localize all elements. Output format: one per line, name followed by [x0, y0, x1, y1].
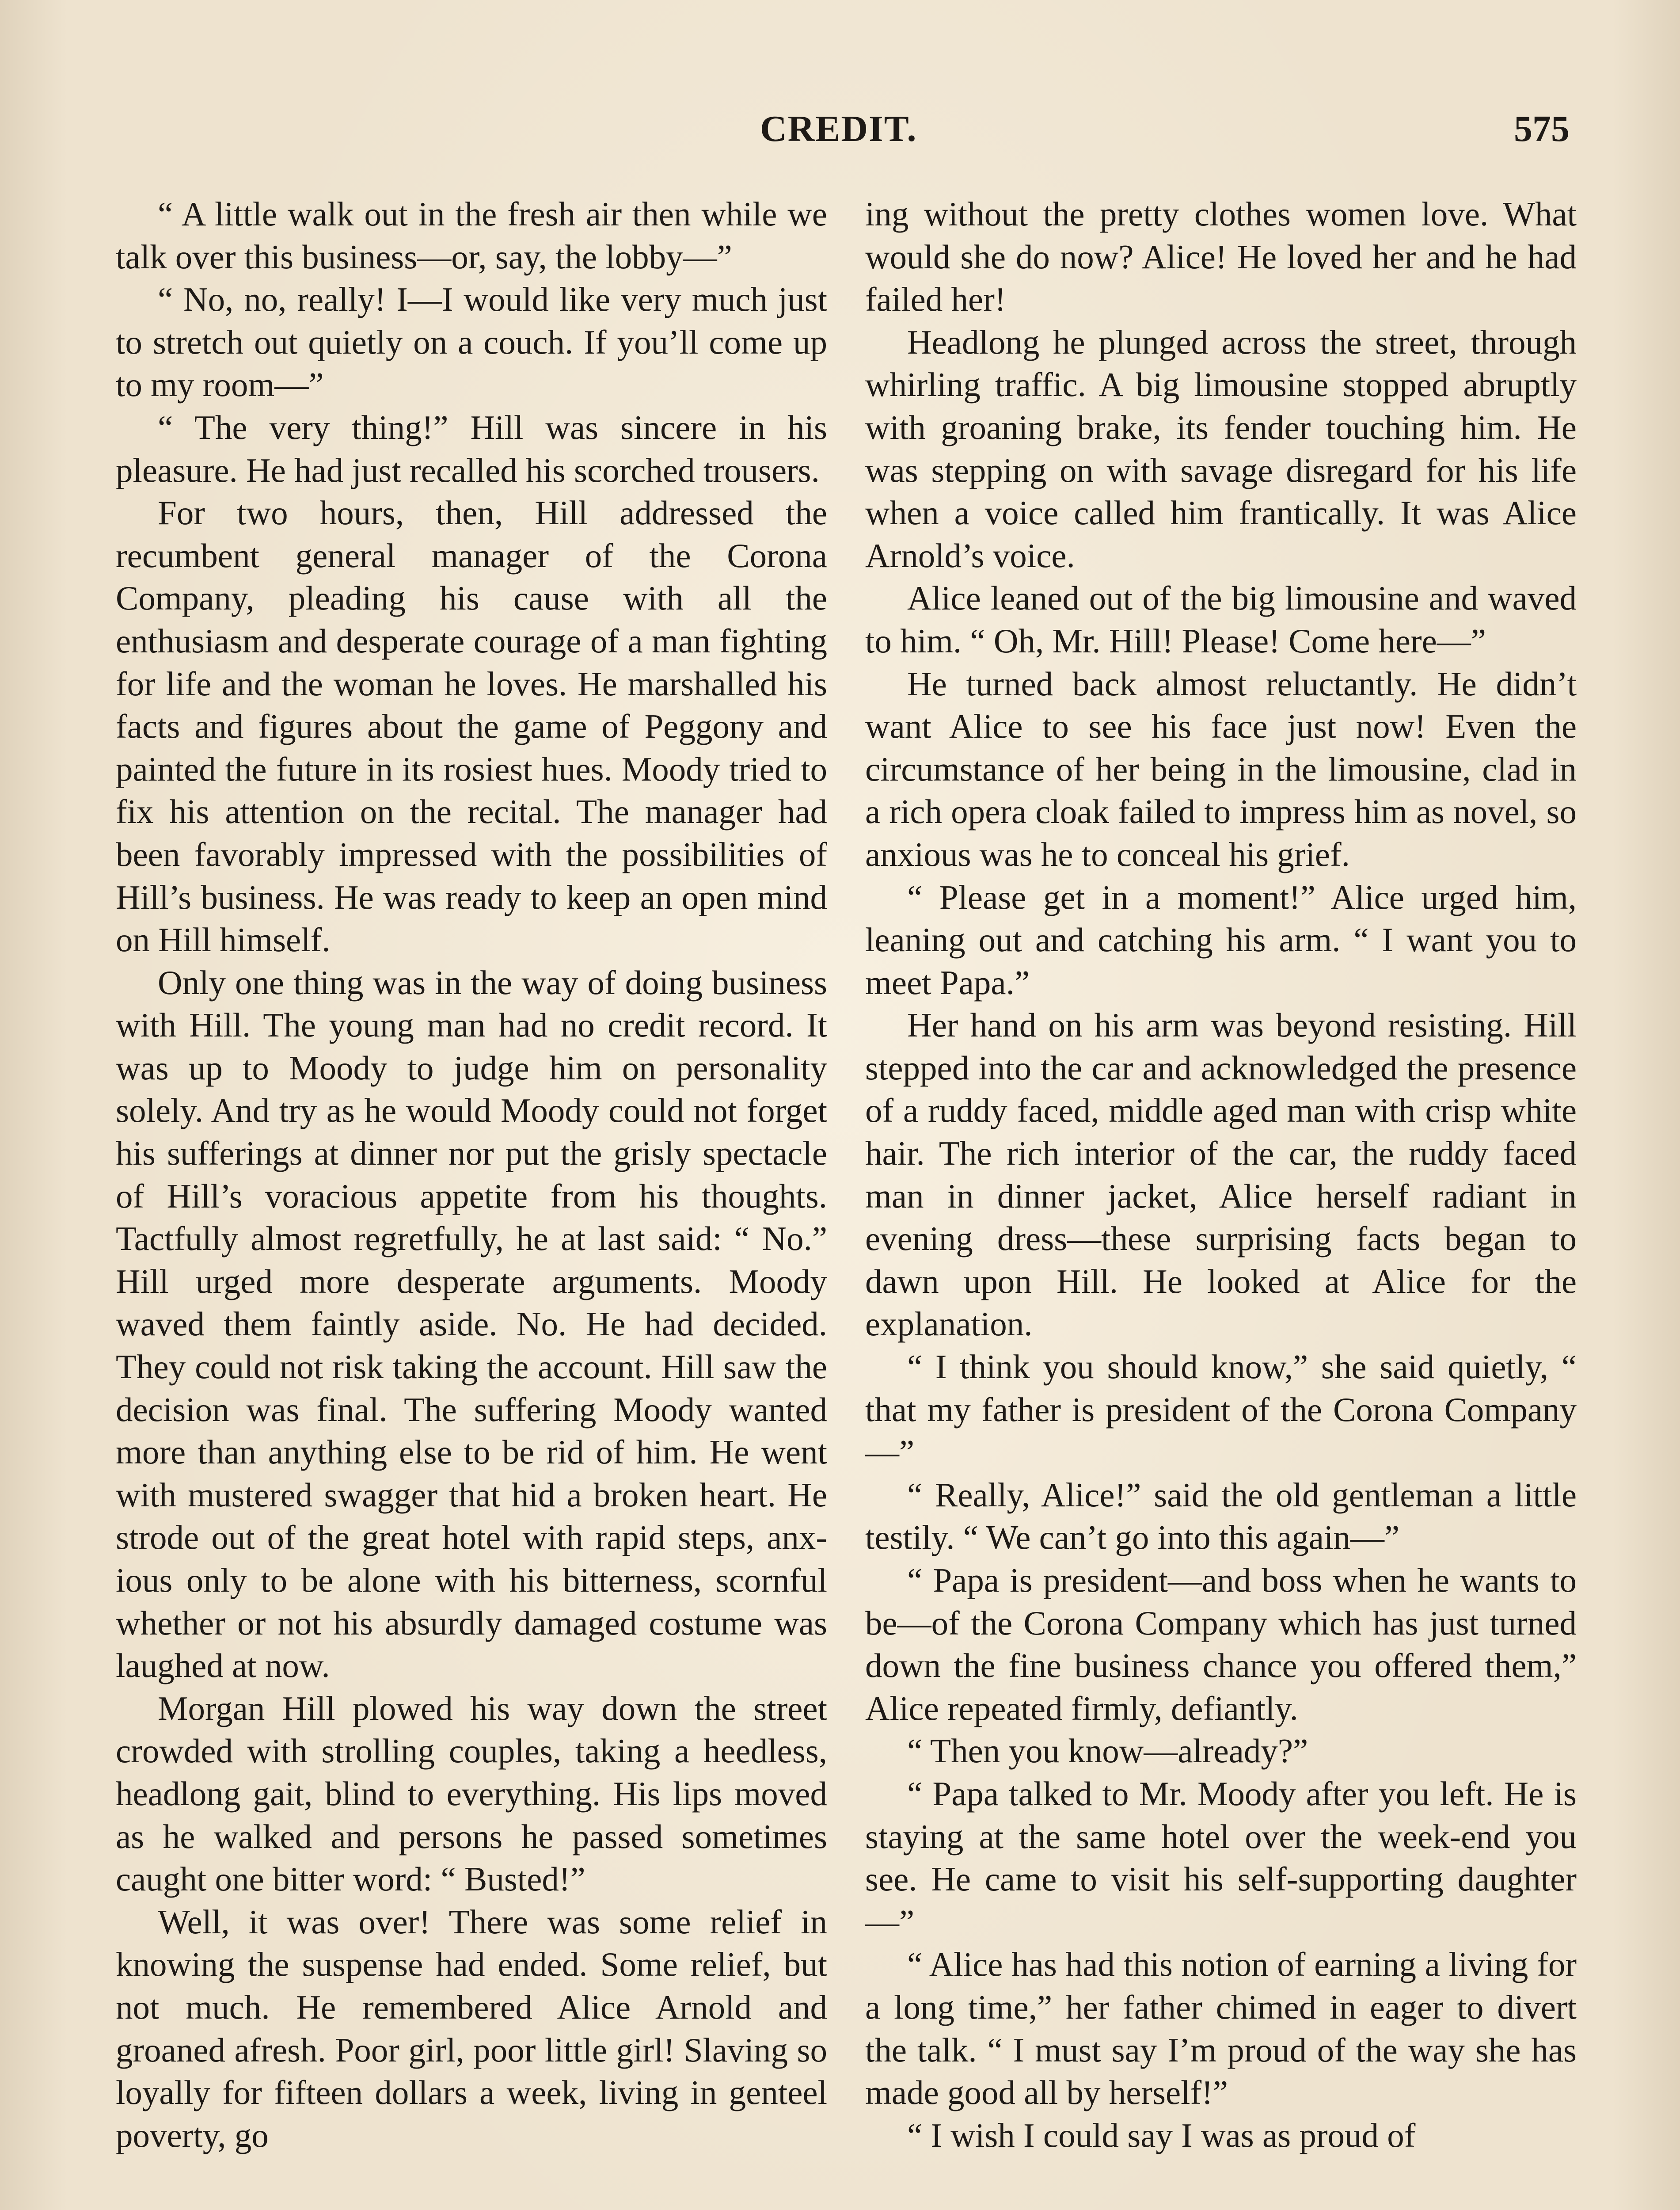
- paragraph: “ Alice has had this notion of earning a living for a long time,” her father chimed in eager to divert the talk. “ I must say I’m proud of the way she has made good all by herself!”: [865, 1945, 1577, 2112]
- paragraph: “ I wish I could say I was as proud of: [907, 2116, 1416, 2154]
- paragraph: “ Papa is president—and boss when he wants to be—of the Corona Company which has just turned down the fine business chance you offered them,” Alice repeated firmly, defiantly.: [865, 1561, 1577, 1727]
- paragraph: “ Papa talked to Mr. Moody after you left. He is staying at the same hotel over the week-end you see. He came to visit his self-supporting daughter—”: [865, 1774, 1577, 1941]
- paragraph: Only one thing was in the way of doing business with Hill. The young man had no credit record. It was up to Moody to judge him on personality solely. And try as he would Moody could not forget his sufferings at dinner nor put the grisly spectacle of Hill’s voracious appetite from his thoughts. Tactfully almost regretfully, he at last said: “ No.” Hill urged more desperate arguments. Moody waved them faintly aside. No. He had decided. They could not risk taking the account. Hill saw the decision was final. The suffering Moody wanted more than anything else to be rid of him. He went with mustered swagger that hid a broken heart. He strode out of the great hotel with rapid steps, anxious only to be alone with his bitterness, scornful whether or not his absurdly damaged costume was laughed at now.: [116, 963, 827, 1685]
- paragraph: For two hours, then, Hill addressed the recumbent general manager of the Corona Company, pleading his cause with all the enthusiasm and desperate courage of a man fighting for life and the woman he loves. He marshalled his facts and figures about the game of Peggony and painted the future in its rosiest hues. Moody tried to fix his attention on the recital. The manager had been favorably impressed with the possibilities of Hill’s business. He was ready to keep an open mind on Hill himself.: [116, 494, 827, 959]
- left-text-column: [116, 193, 827, 2157]
- paragraph: “ Really, Alice!” said the old gentleman a little testily. “ We can’t go into this again—”: [865, 1475, 1577, 1557]
- paragraph: “ Then you know—already?”: [907, 1732, 1308, 1770]
- page-number: 575: [1514, 108, 1570, 149]
- paragraph: “ No, no, really! I—I would like very much just to stretch out quietly on a couch. If you’ll come up to my room—”: [116, 280, 827, 404]
- paragraph: He turned back almost reluctantly. He didn’t want Alice to see his face just now! Even the circumstance of her being in the limousine, clad in a rich opera cloak failed to impress him as novel, so anxious was he to conceal his grief.: [865, 664, 1577, 873]
- paragraph: Well, it was over! There was some relief in knowing the suspense had ended. Some relief, but not much. He remembered Alice Arnold and groaned afresh. Poor girl, poor little girl! Slaving so loyally for fifteen dollars a week, living in genteel poverty, go: [116, 1902, 827, 2154]
- paragraph: Morgan Hill plowed his way down the street crowded with strolling couples, taking a heedless, headlong gait, blind to everything. His lips moved as he walked and persons he passed sometimes caught one bitter word: “ Busted!”: [116, 1689, 827, 1898]
- paragraph: “ Please get in a moment!” Alice urged him, leaning out and catching his arm. “ I want you to meet Papa.”: [865, 878, 1577, 1002]
- paragraph: “ A little walk out in the fresh air then while we talk over this business—or, say, the lobby—”: [116, 195, 827, 276]
- paragraph: Headlong he plunged across the street, through whirling traffic. A big limousine stopped abruptly with groaning brake, its fender touching him. He was stepping on with savage disregard for his life when a voice called him frantically. It was Alice Arnold’s voice.: [865, 323, 1577, 575]
- paragraph: “ I think you should know,” she said quietly, “ that my father is president of the Corona Company—”: [865, 1348, 1577, 1471]
- continued-paragraph: ing without the pretty clothes women love. What would she do now? Alice! He loved her and he had failed her!: [865, 195, 1577, 319]
- paragraph: Alice leaned out of the big limousine and waved to him. “ Oh, Mr. Hill! Please! Come here—”: [865, 579, 1577, 660]
- right-text-column: [865, 193, 1577, 2157]
- paragraph: “ The very thing!” Hill was sincere in his pleasure. He had just recalled his scorched trousers.: [116, 408, 827, 489]
- paragraph: Her hand on his arm was beyond resisting. Hill stepped into the car and acknowledged the presence of a ruddy faced, middle aged man with crisp white hair. The rich interior of the car, the ruddy faced man in dinner jacket, Alice herself radiant in evening dress—these surprising facts began to dawn upon Hill. He looked at Alice for the explanation.: [865, 1006, 1577, 1343]
- running-title: CREDIT.: [760, 108, 917, 149]
